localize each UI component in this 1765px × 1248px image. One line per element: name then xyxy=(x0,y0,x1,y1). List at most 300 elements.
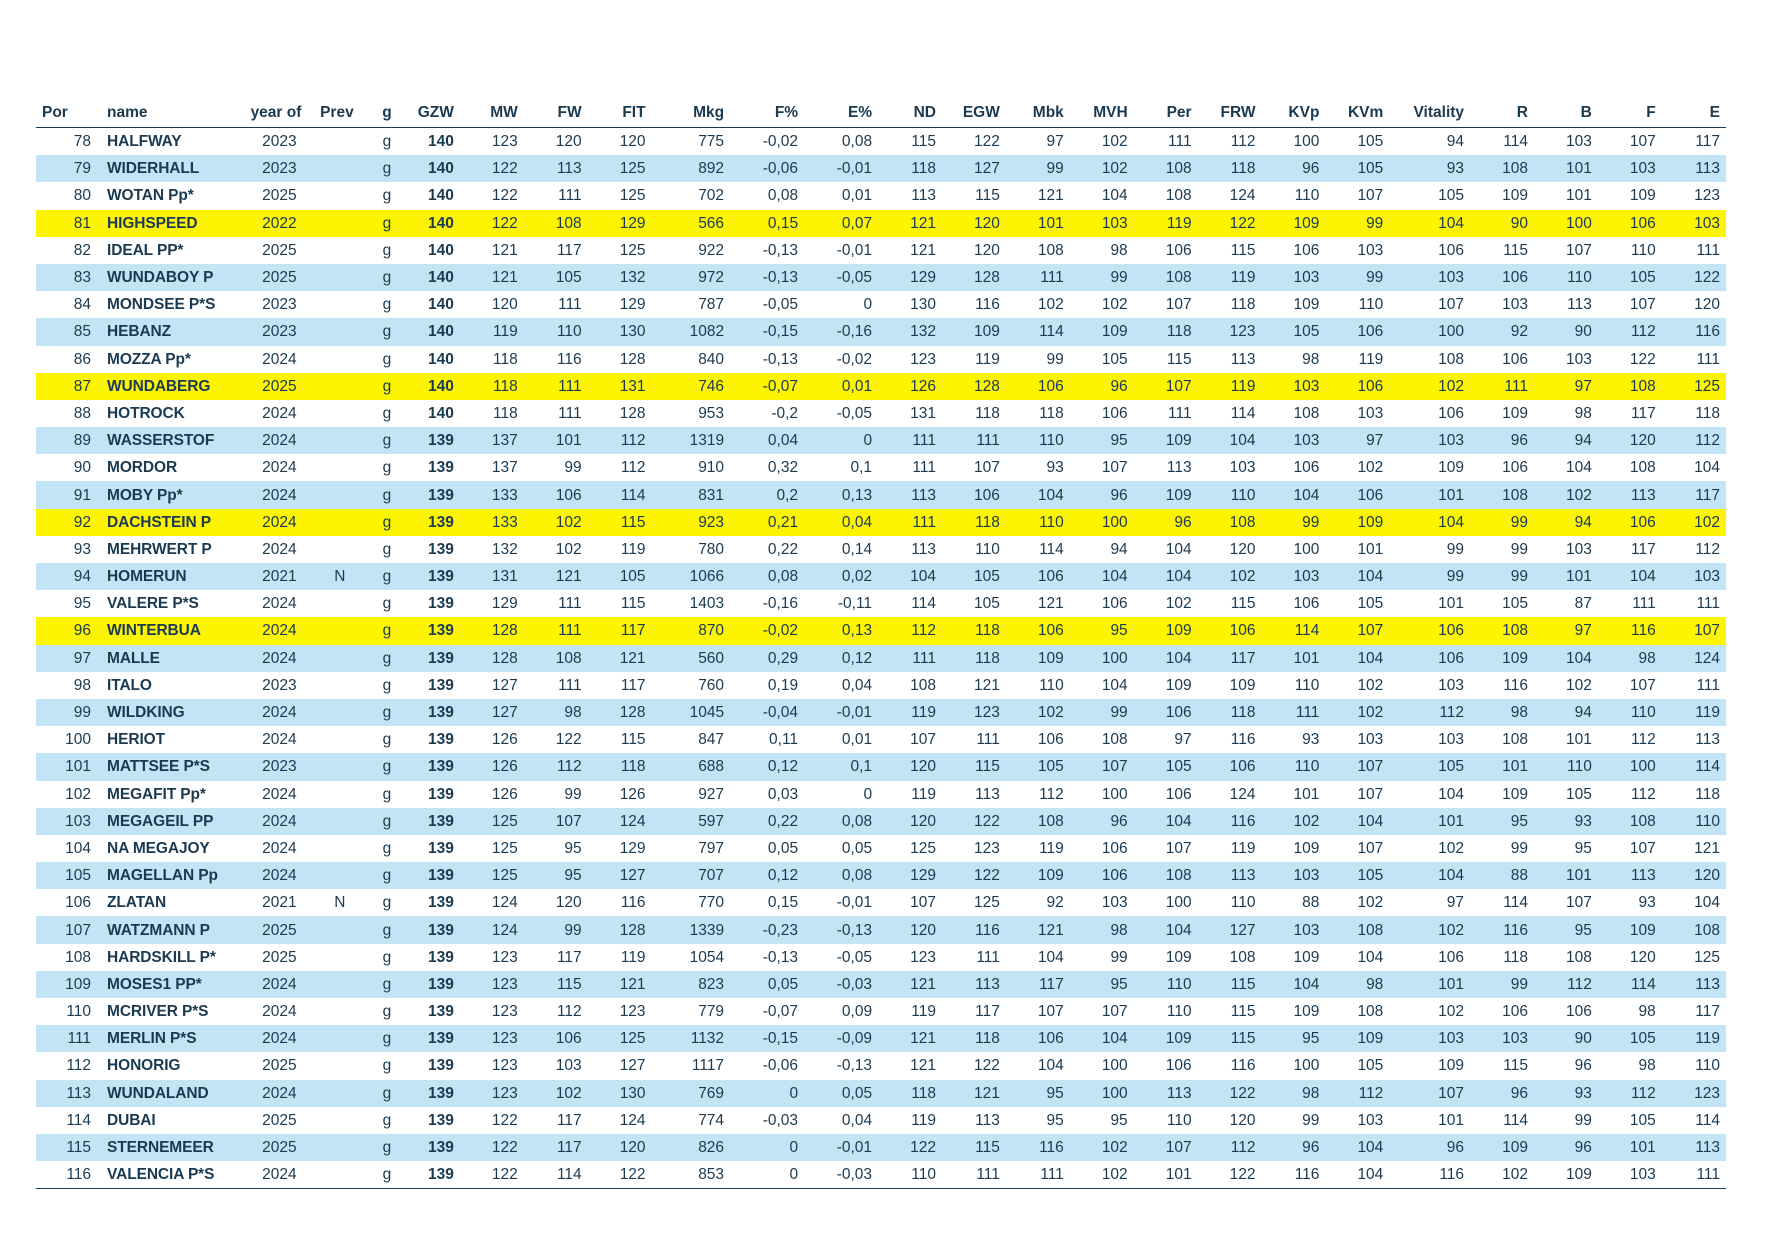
table-row[interactable] xyxy=(36,427,1726,454)
cell-name: MOZZA Pp* xyxy=(101,346,245,373)
cell-fit: 115 xyxy=(588,590,652,617)
cell-nd: 111 xyxy=(878,427,942,454)
cell-por: 92 xyxy=(36,509,101,536)
cell-g: g xyxy=(366,237,409,264)
column-header-mbk: Mbk xyxy=(1006,104,1070,128)
cell-mkg: 923 xyxy=(652,509,731,536)
table-row[interactable] xyxy=(36,1025,1726,1052)
table-row[interactable] xyxy=(36,318,1726,345)
cell-fw: 111 xyxy=(524,373,588,400)
cell-b: 105 xyxy=(1534,781,1598,808)
table-row[interactable] xyxy=(36,481,1726,508)
cell-fit: 130 xyxy=(588,1080,652,1107)
cell-g: g xyxy=(366,862,409,889)
cell-g: g xyxy=(366,563,409,590)
cell-g: g xyxy=(366,400,409,427)
cell-fw: 101 xyxy=(524,427,588,454)
cell-f: 112 xyxy=(1598,318,1662,345)
cell-fit: 124 xyxy=(588,1107,652,1134)
cell-fpct: 0,08 xyxy=(730,182,804,209)
cell-por: 110 xyxy=(36,998,101,1025)
cell-egw: 111 xyxy=(942,427,1006,454)
table-row[interactable] xyxy=(36,862,1726,889)
table-row[interactable] xyxy=(36,155,1726,182)
cell-vitality: 112 xyxy=(1389,699,1470,726)
cell-per: 104 xyxy=(1134,645,1198,672)
cell-per: 107 xyxy=(1134,291,1198,318)
cell-mw: 132 xyxy=(460,536,524,563)
cell-per: 106 xyxy=(1134,1052,1198,1079)
cell-e: 124 xyxy=(1662,645,1726,672)
cell-nd: 115 xyxy=(878,128,942,156)
table-row[interactable] xyxy=(36,1052,1726,1079)
table-row[interactable] xyxy=(36,1107,1726,1134)
cell-vitality: 101 xyxy=(1389,590,1470,617)
cell-nd: 132 xyxy=(878,318,942,345)
cell-kvm: 103 xyxy=(1325,237,1389,264)
cell-per: 108 xyxy=(1134,155,1198,182)
cell-nd: 119 xyxy=(878,1107,942,1134)
cell-prev xyxy=(314,808,366,835)
cell-fpct: -0,13 xyxy=(730,264,804,291)
cell-mw: 122 xyxy=(460,210,524,237)
cell-gzw: 139 xyxy=(408,862,460,889)
cell-vitality: 100 xyxy=(1389,318,1470,345)
cell-name: WINTERBUA xyxy=(101,617,245,644)
cell-mkg: 1132 xyxy=(652,1025,731,1052)
cell-name: HERIOT xyxy=(101,726,245,753)
cell-e: 120 xyxy=(1662,862,1726,889)
cell-kvm: 110 xyxy=(1325,291,1389,318)
cell-kvp: 111 xyxy=(1262,699,1326,726)
cell-prev xyxy=(314,182,366,209)
cell-f: 106 xyxy=(1598,210,1662,237)
cell-fw: 111 xyxy=(524,291,588,318)
table-row[interactable] xyxy=(36,726,1726,753)
cell-por: 107 xyxy=(36,916,101,943)
column-header-prev: Prev xyxy=(314,104,366,128)
table-row[interactable] xyxy=(36,699,1726,726)
cell-per: 100 xyxy=(1134,889,1198,916)
cell-mw: 118 xyxy=(460,346,524,373)
cell-e: 116 xyxy=(1662,318,1726,345)
cell-mbk: 106 xyxy=(1006,373,1070,400)
cell-kvm: 104 xyxy=(1325,645,1389,672)
cell-mkg: 853 xyxy=(652,1161,731,1189)
cell-egw: 118 xyxy=(942,617,1006,644)
cell-kvp: 109 xyxy=(1262,944,1326,971)
table-row[interactable] xyxy=(36,971,1726,998)
cell-prev xyxy=(314,862,366,889)
cell-vitality: 99 xyxy=(1389,563,1470,590)
cell-vitality: 99 xyxy=(1389,536,1470,563)
cell-year: 2025 xyxy=(245,916,315,943)
column-header-mvh: MVH xyxy=(1070,104,1134,128)
cell-e: 107 xyxy=(1662,617,1726,644)
cell-fw: 112 xyxy=(524,753,588,780)
cell-fw: 122 xyxy=(524,726,588,753)
cell-e: 119 xyxy=(1662,1025,1726,1052)
table-row[interactable] xyxy=(36,672,1726,699)
cell-prev xyxy=(314,400,366,427)
cell-gzw: 139 xyxy=(408,563,460,590)
table-row[interactable] xyxy=(36,400,1726,427)
cell-mkg: 927 xyxy=(652,781,731,808)
cell-e: 103 xyxy=(1662,210,1726,237)
cell-r: 90 xyxy=(1470,210,1534,237)
table-row[interactable] xyxy=(36,1134,1726,1161)
cell-mkg: 823 xyxy=(652,971,731,998)
cell-year: 2024 xyxy=(245,590,315,617)
table-row[interactable] xyxy=(36,944,1726,971)
cell-prev xyxy=(314,916,366,943)
cell-fit: 115 xyxy=(588,726,652,753)
cell-prev xyxy=(314,645,366,672)
cell-kvp: 101 xyxy=(1262,645,1326,672)
cell-f: 101 xyxy=(1598,1134,1662,1161)
table-row[interactable] xyxy=(36,291,1726,318)
table-row[interactable] xyxy=(36,1161,1726,1189)
column-header-name: name xyxy=(101,104,245,128)
cell-fit: 128 xyxy=(588,916,652,943)
column-header-egw: EGW xyxy=(942,104,1006,128)
cell-b: 103 xyxy=(1534,346,1598,373)
cell-name: HOTROCK xyxy=(101,400,245,427)
column-header-por: Por xyxy=(36,104,101,128)
cell-kvp: 103 xyxy=(1262,862,1326,889)
cell-mkg: 1117 xyxy=(652,1052,731,1079)
table-row[interactable] xyxy=(36,645,1726,672)
table-row[interactable] xyxy=(36,182,1726,209)
cell-per: 111 xyxy=(1134,128,1198,156)
table-row[interactable] xyxy=(36,916,1726,943)
cell-vitality: 106 xyxy=(1389,617,1470,644)
cell-f: 98 xyxy=(1598,1052,1662,1079)
cell-kvm: 107 xyxy=(1325,835,1389,862)
cell-prev xyxy=(314,971,366,998)
cell-f: 111 xyxy=(1598,590,1662,617)
cell-gzw: 139 xyxy=(408,645,460,672)
cell-per: 107 xyxy=(1134,1134,1198,1161)
cell-g: g xyxy=(366,699,409,726)
table-row[interactable] xyxy=(36,210,1726,237)
cell-year: 2023 xyxy=(245,291,315,318)
table-row[interactable] xyxy=(36,509,1726,536)
cell-gzw: 139 xyxy=(408,590,460,617)
table-row[interactable] xyxy=(36,753,1726,780)
cell-gzw: 139 xyxy=(408,427,460,454)
cell-r: 106 xyxy=(1470,454,1534,481)
cell-kvp: 103 xyxy=(1262,373,1326,400)
cell-e: 123 xyxy=(1662,182,1726,209)
cell-f: 112 xyxy=(1598,1080,1662,1107)
table-row[interactable] xyxy=(36,590,1726,617)
cell-kvp: 104 xyxy=(1262,481,1326,508)
cell-mvh: 100 xyxy=(1070,645,1134,672)
cell-mvh: 96 xyxy=(1070,481,1134,508)
cell-year: 2024 xyxy=(245,509,315,536)
cell-fit: 127 xyxy=(588,1052,652,1079)
cell-mkg: 1045 xyxy=(652,699,731,726)
cell-nd: 119 xyxy=(878,781,942,808)
cell-year: 2025 xyxy=(245,944,315,971)
cell-name: HALFWAY xyxy=(101,128,245,156)
cell-per: 107 xyxy=(1134,373,1198,400)
cell-mvh: 106 xyxy=(1070,400,1134,427)
cell-kvm: 103 xyxy=(1325,1107,1389,1134)
cell-kvm: 109 xyxy=(1325,1025,1389,1052)
cell-r: 99 xyxy=(1470,536,1534,563)
table-row[interactable] xyxy=(36,264,1726,291)
cell-epct: 0,01 xyxy=(804,182,878,209)
cell-nd: 113 xyxy=(878,182,942,209)
cell-r: 115 xyxy=(1470,237,1534,264)
cell-frw: 115 xyxy=(1198,237,1262,264)
cell-b: 98 xyxy=(1534,400,1598,427)
table-row[interactable] xyxy=(36,346,1726,373)
column-header-mw: MW xyxy=(460,104,524,128)
table-row[interactable] xyxy=(36,889,1726,916)
cell-fw: 106 xyxy=(524,481,588,508)
cell-mw: 127 xyxy=(460,699,524,726)
cell-frw: 116 xyxy=(1198,808,1262,835)
table-row[interactable] xyxy=(36,781,1726,808)
cell-g: g xyxy=(366,427,409,454)
column-header-nd: ND xyxy=(878,104,942,128)
cell-per: 104 xyxy=(1134,808,1198,835)
cell-prev xyxy=(314,454,366,481)
cell-mw: 123 xyxy=(460,1080,524,1107)
cell-frw: 119 xyxy=(1198,835,1262,862)
cell-mbk: 118 xyxy=(1006,400,1070,427)
column-header-kvm: KVm xyxy=(1325,104,1389,128)
cell-kvm: 106 xyxy=(1325,318,1389,345)
cell-mbk: 99 xyxy=(1006,346,1070,373)
cell-prev xyxy=(314,318,366,345)
cell-mbk: 104 xyxy=(1006,944,1070,971)
cell-f: 112 xyxy=(1598,781,1662,808)
cell-e: 122 xyxy=(1662,264,1726,291)
cell-fw: 112 xyxy=(524,998,588,1025)
cell-fw: 99 xyxy=(524,781,588,808)
cell-vitality: 102 xyxy=(1389,998,1470,1025)
table-row[interactable] xyxy=(36,998,1726,1025)
cell-f: 114 xyxy=(1598,971,1662,998)
cell-frw: 106 xyxy=(1198,617,1262,644)
cell-g: g xyxy=(366,346,409,373)
cell-fpct: -0,06 xyxy=(730,155,804,182)
cell-frw: 113 xyxy=(1198,862,1262,889)
cell-mvh: 105 xyxy=(1070,346,1134,373)
cell-fpct: -0,05 xyxy=(730,291,804,318)
cell-prev xyxy=(314,346,366,373)
cell-mkg: 847 xyxy=(652,726,731,753)
cell-gzw: 139 xyxy=(408,944,460,971)
cell-vitality: 106 xyxy=(1389,400,1470,427)
cell-f: 104 xyxy=(1598,563,1662,590)
table-row[interactable] xyxy=(36,1080,1726,1107)
cell-mbk: 110 xyxy=(1006,427,1070,454)
cell-fpct: 0,15 xyxy=(730,210,804,237)
cell-por: 100 xyxy=(36,726,101,753)
cell-nd: 119 xyxy=(878,699,942,726)
cell-fit: 130 xyxy=(588,318,652,345)
cell-mkg: 870 xyxy=(652,617,731,644)
cell-kvp: 100 xyxy=(1262,128,1326,156)
cell-mkg: 910 xyxy=(652,454,731,481)
cell-egw: 122 xyxy=(942,862,1006,889)
cell-fw: 121 xyxy=(524,563,588,590)
cell-g: g xyxy=(366,291,409,318)
table-row[interactable] xyxy=(36,536,1726,563)
cell-mvh: 107 xyxy=(1070,454,1134,481)
cell-nd: 110 xyxy=(878,1161,942,1189)
cell-frw: 122 xyxy=(1198,1161,1262,1189)
cell-kvp: 109 xyxy=(1262,210,1326,237)
cell-egw: 118 xyxy=(942,400,1006,427)
cell-g: g xyxy=(366,889,409,916)
cell-vitality: 106 xyxy=(1389,237,1470,264)
cell-fpct: 0,32 xyxy=(730,454,804,481)
table-row[interactable] xyxy=(36,454,1726,481)
cell-mvh: 100 xyxy=(1070,1052,1134,1079)
cell-r: 108 xyxy=(1470,155,1534,182)
cell-nd: 108 xyxy=(878,672,942,699)
cell-b: 109 xyxy=(1534,1161,1598,1189)
cell-prev xyxy=(314,590,366,617)
cell-name: IDEAL PP* xyxy=(101,237,245,264)
cell-vitality: 106 xyxy=(1389,944,1470,971)
table-row[interactable] xyxy=(36,373,1726,400)
cell-por: 105 xyxy=(36,862,101,889)
cell-por: 88 xyxy=(36,400,101,427)
cell-e: 111 xyxy=(1662,590,1726,617)
cell-vitality: 103 xyxy=(1389,672,1470,699)
cell-nd: 111 xyxy=(878,509,942,536)
cell-r: 116 xyxy=(1470,916,1534,943)
cell-fit: 126 xyxy=(588,781,652,808)
cell-e: 125 xyxy=(1662,373,1726,400)
cell-fw: 117 xyxy=(524,1107,588,1134)
cell-r: 109 xyxy=(1470,1134,1534,1161)
cell-f: 113 xyxy=(1598,862,1662,889)
cell-gzw: 139 xyxy=(408,481,460,508)
cell-name: HONORIG xyxy=(101,1052,245,1079)
cell-kvp: 96 xyxy=(1262,155,1326,182)
cell-g: g xyxy=(366,726,409,753)
cell-nd: 123 xyxy=(878,944,942,971)
cell-mvh: 102 xyxy=(1070,128,1134,156)
cell-mkg: 797 xyxy=(652,835,731,862)
cell-fw: 105 xyxy=(524,264,588,291)
cell-kvm: 98 xyxy=(1325,971,1389,998)
table-row[interactable] xyxy=(36,835,1726,862)
cell-epct: -0,01 xyxy=(804,699,878,726)
cell-b: 101 xyxy=(1534,155,1598,182)
cell-mvh: 102 xyxy=(1070,1134,1134,1161)
column-header-fpct: F% xyxy=(730,104,804,128)
cell-fit: 105 xyxy=(588,563,652,590)
cell-mbk: 105 xyxy=(1006,753,1070,780)
cell-frw: 109 xyxy=(1198,672,1262,699)
cell-b: 101 xyxy=(1534,726,1598,753)
cell-prev xyxy=(314,998,366,1025)
cell-mbk: 106 xyxy=(1006,617,1070,644)
cell-fit: 125 xyxy=(588,155,652,182)
cell-e: 108 xyxy=(1662,916,1726,943)
table-row[interactable] xyxy=(36,563,1726,590)
table-row[interactable] xyxy=(36,128,1726,156)
table-row[interactable] xyxy=(36,237,1726,264)
cell-por: 83 xyxy=(36,264,101,291)
table-row[interactable] xyxy=(36,617,1726,644)
cell-kvm: 106 xyxy=(1325,481,1389,508)
cell-g: g xyxy=(366,1161,409,1189)
cell-frw: 119 xyxy=(1198,264,1262,291)
cell-fit: 114 xyxy=(588,481,652,508)
cell-year: 2024 xyxy=(245,998,315,1025)
cell-year: 2023 xyxy=(245,128,315,156)
cell-r: 109 xyxy=(1470,182,1534,209)
cell-nd: 113 xyxy=(878,481,942,508)
cell-name: MORDOR xyxy=(101,454,245,481)
cell-mkg: 1339 xyxy=(652,916,731,943)
cell-per: 104 xyxy=(1134,536,1198,563)
cell-mkg: 1403 xyxy=(652,590,731,617)
cell-f: 105 xyxy=(1598,264,1662,291)
cell-kvm: 104 xyxy=(1325,1134,1389,1161)
cell-vitality: 105 xyxy=(1389,753,1470,780)
cell-kvp: 100 xyxy=(1262,536,1326,563)
cell-f: 116 xyxy=(1598,617,1662,644)
cell-egw: 118 xyxy=(942,1025,1006,1052)
cell-r: 111 xyxy=(1470,373,1534,400)
cell-mbk: 102 xyxy=(1006,291,1070,318)
cell-kvm: 104 xyxy=(1325,944,1389,971)
cell-mw: 126 xyxy=(460,781,524,808)
cell-g: g xyxy=(366,971,409,998)
cell-b: 100 xyxy=(1534,210,1598,237)
cell-vitality: 103 xyxy=(1389,264,1470,291)
cell-per: 106 xyxy=(1134,781,1198,808)
cell-per: 118 xyxy=(1134,318,1198,345)
cell-fit: 129 xyxy=(588,835,652,862)
cell-g: g xyxy=(366,128,409,156)
table-row[interactable] xyxy=(36,808,1726,835)
cell-fw: 110 xyxy=(524,318,588,345)
cell-per: 106 xyxy=(1134,699,1198,726)
cell-egw: 125 xyxy=(942,889,1006,916)
cell-fpct: -0,15 xyxy=(730,1025,804,1052)
cell-per: 108 xyxy=(1134,862,1198,889)
cell-nd: 120 xyxy=(878,753,942,780)
cell-kvp: 103 xyxy=(1262,563,1326,590)
cell-per: 113 xyxy=(1134,454,1198,481)
cell-gzw: 140 xyxy=(408,210,460,237)
cell-frw: 119 xyxy=(1198,373,1262,400)
cell-frw: 117 xyxy=(1198,645,1262,672)
cell-mw: 124 xyxy=(460,916,524,943)
cell-b: 102 xyxy=(1534,672,1598,699)
cell-f: 108 xyxy=(1598,373,1662,400)
cell-egw: 111 xyxy=(942,1161,1006,1189)
cell-f: 109 xyxy=(1598,182,1662,209)
cell-fw: 111 xyxy=(524,617,588,644)
cell-fit: 122 xyxy=(588,1161,652,1189)
cell-gzw: 139 xyxy=(408,753,460,780)
cell-per: 109 xyxy=(1134,1025,1198,1052)
cell-per: 109 xyxy=(1134,672,1198,699)
